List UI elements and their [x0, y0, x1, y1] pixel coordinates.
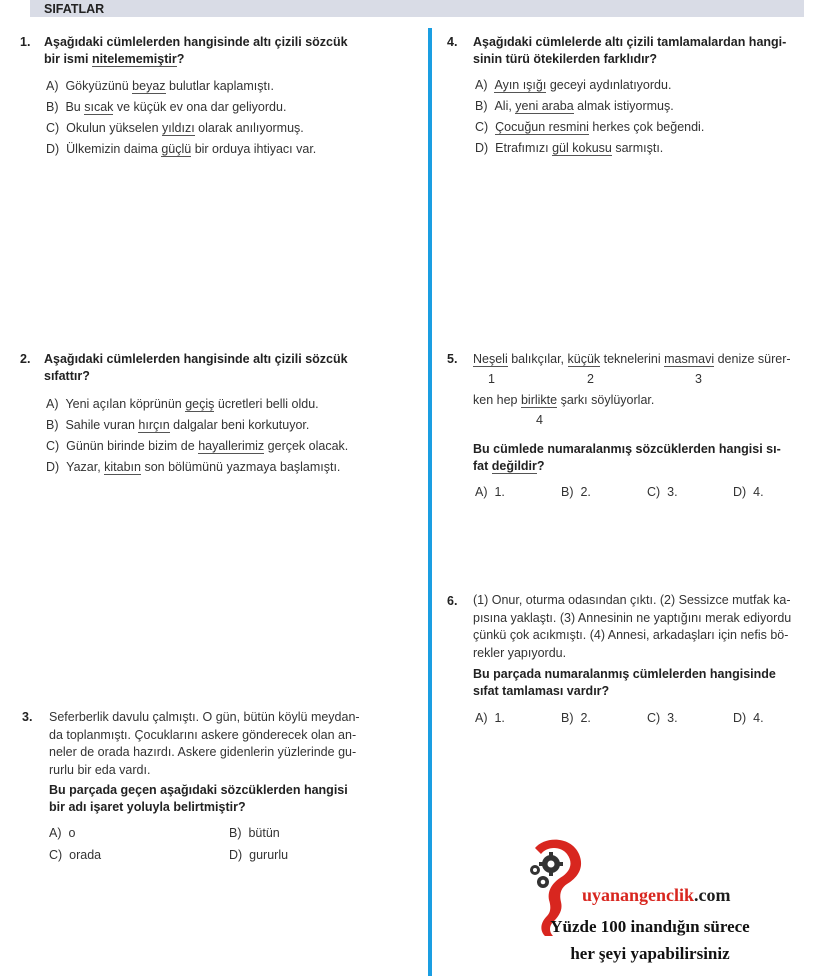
- question-6-option-d[interactable]: D) 4.: [733, 711, 764, 725]
- question-5-stem-line2: fat değildir?: [473, 459, 545, 473]
- question-6-stem: [473, 666, 813, 700]
- question-5-option-d[interactable]: D) 4.: [733, 485, 764, 499]
- question-2-stem: [44, 351, 414, 385]
- question-5-option-b[interactable]: B) 2.: [561, 485, 591, 499]
- question-2-option-a[interactable]: A) Yeni açılan köprünün geçiş ücretleri belli oldu.: [46, 397, 319, 411]
- question-3-stem-line1: Bu parçada geçen aşağıdaki sözcüklerden hangisi: [49, 783, 348, 797]
- passage-line: Seferberlik davulu çalmıştı. O gün, bütün köylü meydan-: [49, 710, 360, 724]
- passage-line: (1) Onur, oturma odasından çıktı. (2) Sessizce mutfak ka-: [473, 593, 791, 607]
- question-4-option-a[interactable]: A) Ayın ışığı geceyi aydınlatıyordu.: [475, 78, 672, 92]
- passage-line: rekler yapıyordu.: [473, 645, 567, 660]
- question-1-option-c[interactable]: C) Okulun yükselen yıldızı olarak anılıyormuş.: [46, 121, 304, 135]
- question-3-option-c[interactable]: C) orada: [49, 848, 102, 862]
- question-6-option-b[interactable]: B) 2.: [561, 711, 591, 725]
- question-5-number: 5.: [447, 352, 458, 366]
- question-1-stem: [44, 34, 414, 68]
- question-3-passage: [49, 709, 389, 779]
- question-5-sentence-line2: ken hep birlikte şarkı söylüyorlar.: [473, 393, 655, 407]
- question-4-stem-line1: Aşağıdaki cümlelerde altı çizili tamlamalardan hangi-: [473, 35, 787, 49]
- numbered-word-4: birlikte: [520, 393, 558, 407]
- question-6-stem-line2: sıfat tamlaması vardır?: [473, 684, 610, 698]
- question-3-option-b[interactable]: B) bütün: [229, 826, 280, 840]
- question-3-number: 3.: [22, 710, 33, 724]
- question-2-stem-line1: Aşağıdaki cümlelerden hangisinde altı çizili sözcük: [44, 352, 348, 366]
- question-2-stem-line2: sıfattır?: [44, 369, 90, 383]
- question-4-number: 4.: [447, 35, 458, 49]
- section-title: SIFATLAR: [44, 2, 105, 16]
- passage-line: neler de orada hazırdı. Askere gidenlerin yüzlerinde gu-: [49, 745, 357, 759]
- question-5-option-c[interactable]: C) 3.: [647, 485, 678, 499]
- question-1-number: 1.: [20, 35, 31, 49]
- passage-line: çünkü çok acıkmıştı. (4) Annesi, arkadaşları için nefis bö-: [473, 628, 789, 642]
- question-3-stem-line2: bir adı işaret yoluyla belirtmiştir?: [49, 800, 246, 814]
- question-3-option-d[interactable]: D) gururlu: [229, 848, 289, 862]
- column-divider: [428, 28, 432, 976]
- brand-slogan-line1: Yüzde 100 inandığın sürece: [550, 917, 750, 936]
- question-5-stem: [473, 441, 813, 475]
- question-2-option-b[interactable]: B) Sahile vuran hırçın dalgalar beni korkutuyor.: [46, 418, 310, 432]
- question-6-stem-line1: Bu parçada numaralanmış cümlelerden hangisinde: [473, 667, 776, 681]
- word-number-3: 3: [695, 372, 702, 386]
- question-5-sentence-line1: Neşeli balıkçılar, küçük teknelerini masmavi denize sürer-: [473, 352, 791, 366]
- question-4-stem-line2: sinin türü ötekilerden farklıdır?: [473, 52, 658, 66]
- question-1-option-b[interactable]: B) Bu sıcak ve küçük ev ona dar geliyordu.: [46, 100, 287, 114]
- question-5-stem-line1: Bu cümlede numaralanmış sözcüklerden hangisi sı-: [473, 442, 781, 456]
- question-5-option-a[interactable]: A) 1.: [475, 485, 505, 499]
- question-1-stem-line1: Aşağıdaki cümlelerden hangisinde altı çizili sözcük: [44, 35, 348, 49]
- question-3-stem: [49, 782, 394, 816]
- numbered-word-3: masmavi: [664, 352, 715, 366]
- question-6-number: 6.: [447, 594, 458, 608]
- word-number-4: 4: [536, 413, 543, 427]
- passage-line: da toplanmıştı. Çocuklarını askere gönderecek olan an-: [49, 727, 357, 742]
- passage-line: rurlu bir eda vardı.: [49, 762, 151, 777]
- question-6-option-c[interactable]: C) 3.: [647, 711, 678, 725]
- question-2-number: 2.: [20, 352, 31, 366]
- numbered-word-2: küçük: [567, 352, 601, 366]
- question-1-option-d[interactable]: D) Ülkemizin daima güçlü bir orduya ihtiyacı var.: [46, 142, 317, 156]
- brand-slogan-line2: her şeyi yapabilirsiniz: [570, 944, 730, 963]
- question-4-option-c[interactable]: C) Çocuğun resmini herkes çok beğendi.: [475, 120, 705, 134]
- section-header-bar: [30, 0, 804, 17]
- question-3-option-a[interactable]: A) o: [49, 826, 76, 840]
- question-4-option-b[interactable]: B) Ali, yeni araba almak istiyormuş.: [475, 99, 674, 113]
- question-4-option-d[interactable]: D) Etrafımızı gül kokusu sarmıştı.: [475, 141, 664, 155]
- passage-line: pısına yaklaştı. (3) Annesinin ne yaptığını merak ediyordu: [473, 610, 792, 625]
- question-2-option-d[interactable]: D) Yazar, kitabın son bölümünü yazmaya başlamıştı.: [46, 460, 341, 474]
- question-2-option-c[interactable]: C) Günün birinde bizim de hayallerimiz gerçek olacak.: [46, 439, 349, 453]
- question-1-option-a[interactable]: A) Gökyüzünü beyaz bulutlar kaplamıştı.: [46, 79, 274, 93]
- question-6-option-a[interactable]: A) 1.: [475, 711, 505, 725]
- question-6-passage: [473, 592, 813, 662]
- brand-name: uyanangenclik.com: [582, 885, 731, 905]
- word-number-1: 1: [488, 372, 495, 386]
- word-number-2: 2: [587, 372, 594, 386]
- question-4-stem: [473, 34, 813, 68]
- question-1-stem-line2: bir ismi nitelememiştir?: [44, 52, 185, 66]
- numbered-word-1: Neşeli: [473, 352, 508, 366]
